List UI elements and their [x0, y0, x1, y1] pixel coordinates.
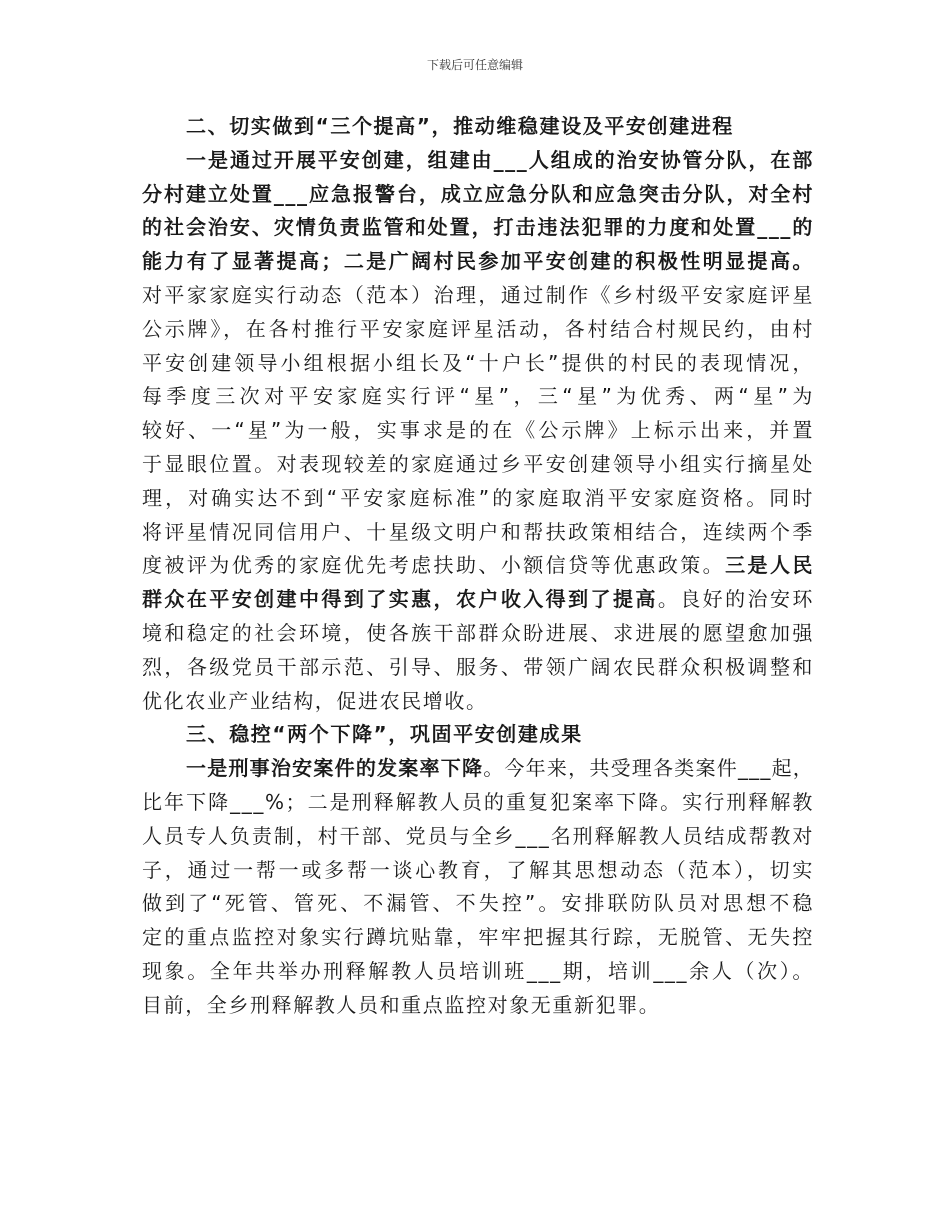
text-line	[142, 887, 814, 921]
text-run: 做到了“死管、管死、不漏管、不失控”。安排联防队员对思想不稳	[142, 891, 814, 916]
text-run: 较好、一“星”为一般，实事求是的在《公示牌》上标示出来，并置	[142, 418, 814, 443]
bold-text-run: 二、切实做到“三个提高”，推动维稳建设及平安创建进程	[186, 114, 734, 138]
text-run: 每季度三次对平安家庭实行评“星”，三“星”为优秀、两“星”为	[142, 384, 814, 409]
text-run: 。良好的治安环	[657, 587, 814, 612]
text-run: 对平家家庭实行动态（范本）治理，通过制作《乡村级平安家庭评星	[142, 282, 814, 307]
text-line	[142, 380, 814, 414]
text-line	[142, 110, 814, 144]
text-run: 公示牌》，在各村推行平安家庭评星活动，各村结合村规民约，由村	[142, 316, 814, 341]
text-line	[142, 752, 814, 786]
bold-text-run: 的社会治安、灾情负责监管和处置，打击违法犯罪的力度和处置___的	[142, 215, 814, 240]
text-line	[142, 245, 814, 279]
text-line	[142, 617, 814, 651]
text-run: 烈，各级党员干部示范、引导、服务、带领广阔农民群众积极调整和	[142, 654, 814, 679]
text-line	[142, 313, 814, 347]
text-run: 定的重点监控对象实行蹲坑贴靠，牢牢把握其行踪，无脱管、无失控	[142, 925, 814, 950]
text-line	[142, 583, 814, 617]
text-line	[142, 347, 814, 381]
text-line	[142, 448, 814, 482]
text-line	[142, 211, 814, 245]
text-run: 优化农业产业结构，促进农民增收。	[142, 688, 488, 713]
text-line	[142, 955, 814, 989]
text-line	[142, 685, 814, 719]
text-line	[142, 144, 814, 178]
text-line	[142, 414, 814, 448]
text-line	[142, 549, 814, 583]
text-line	[142, 718, 814, 752]
bold-text-run: 群众在平安创建中得到了实惠，农户收入得到了提高	[142, 587, 658, 612]
text-line	[142, 921, 814, 955]
bold-text-run: 三是人民	[725, 553, 814, 578]
text-run: 于显眼位置。对表现较差的家庭通过乡平安创建领导小组实行摘星处	[142, 451, 814, 476]
text-line	[142, 651, 814, 685]
text-line	[142, 516, 814, 550]
bold-text-run: 一是刑事治安案件的发案率下降	[186, 756, 484, 781]
text-line	[142, 820, 814, 854]
text-run: 。今年来，共受理各类案件___起，	[483, 756, 814, 781]
text-run: 将评星情况同信用户、十星级文明户和帮扶政策相结合，连续两个季	[142, 519, 814, 544]
text-line	[142, 854, 814, 888]
text-run: 境和稳定的社会环境，使各族干部群众盼进展、求进展的愿望愈加强	[142, 620, 814, 645]
text-run: 平安创建领导小组根据小组长及“十户长”提供的村民的表现情况，	[142, 350, 814, 375]
bold-text-run: 一是通过开展平安创建，组建由___人组成的治安协管分队，在部	[186, 147, 814, 172]
text-run: 度被评为优秀的家庭优先考虑扶助、小额信贷等优惠政策。	[142, 553, 726, 578]
text-run: 目前，全乡刑释解教人员和重点监控对象无重新犯罪。	[142, 992, 661, 1017]
document-body	[142, 110, 814, 1023]
text-run: 子，通过一帮一或多帮一谈心教育，了解其思想动态（范本），切实	[142, 857, 814, 882]
bold-text-run: 能力有了显著提高；二是广阔村民参加平安创建的积极性明显提高。	[142, 249, 814, 274]
text-line	[142, 989, 814, 1023]
text-run: 人员专人负责制，村干部、党员与全乡___名刑释解教人员结成帮教对	[142, 823, 814, 848]
text-run: 比年下降___%；二是刑释解教人员的重复犯案率下降。实行刑释解教	[142, 789, 814, 814]
bold-text-run: 三、稳控“两个下降”，巩固平安创建成果	[186, 722, 583, 747]
text-line	[142, 482, 814, 516]
header-note: 下载后可任意编辑	[426, 58, 523, 72]
text-line	[142, 279, 814, 313]
bold-text-run: 分村建立处置___应急报警台，成立应急分队和应急突击分队，对全村	[142, 181, 814, 206]
text-run: 现象。全年共举办刑释解教人员培训班___期，培训___余人（次）。	[142, 958, 814, 983]
text-run: 理，对确实达不到“平安家庭标准”的家庭取消平安家庭资格。同时	[142, 485, 814, 510]
text-line	[142, 786, 814, 820]
text-line	[142, 178, 814, 212]
